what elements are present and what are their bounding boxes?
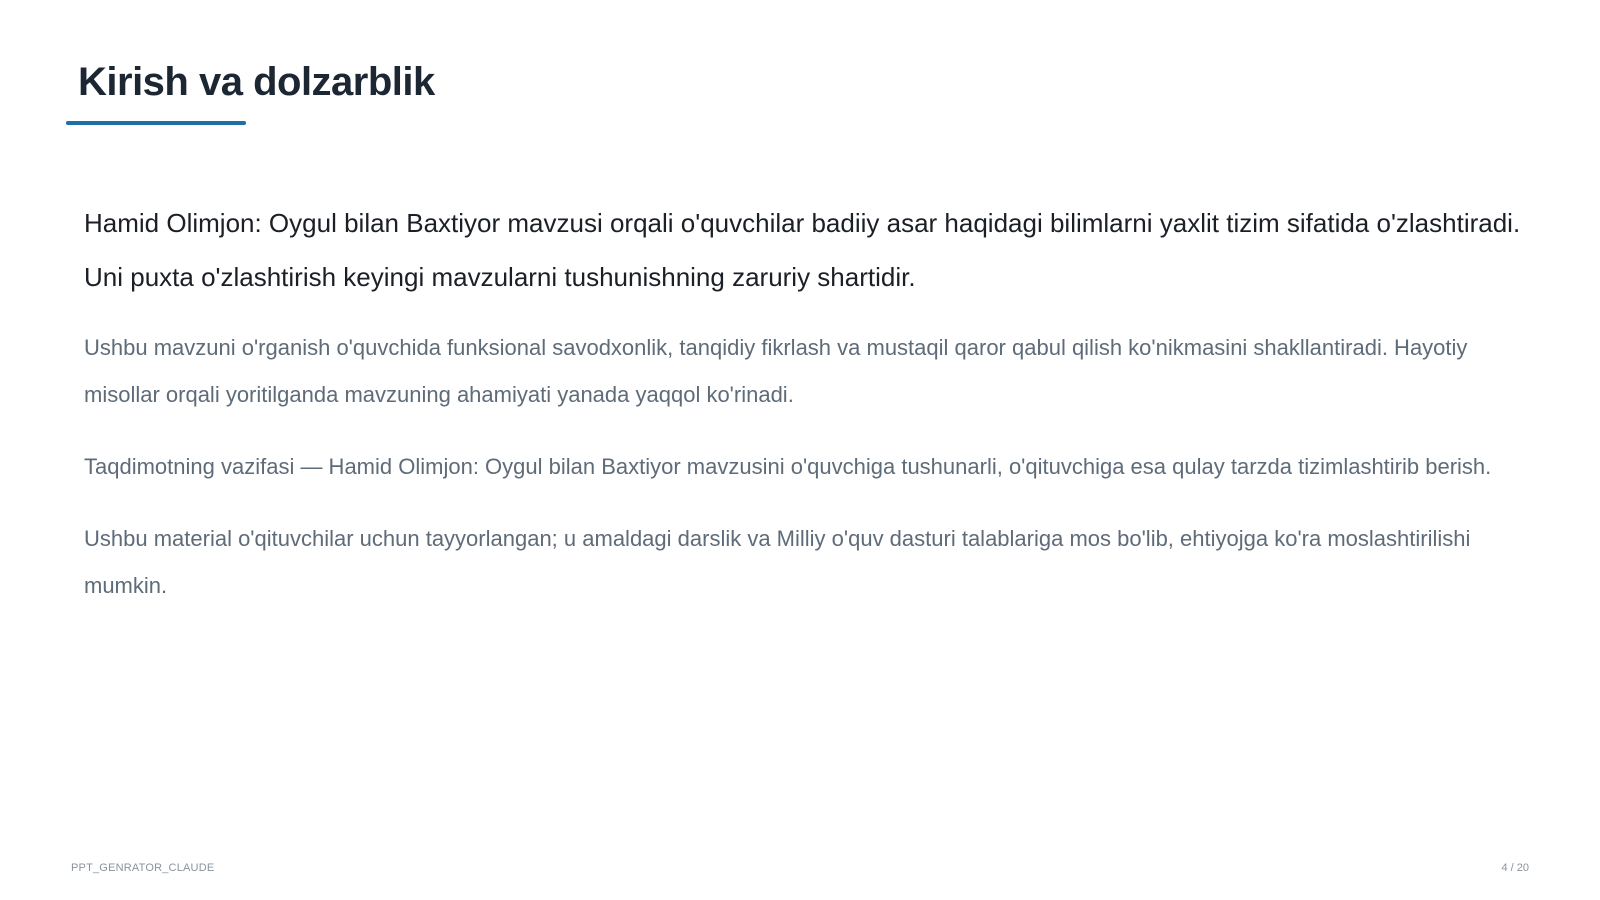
footer-page-number: 4 / 20	[1501, 862, 1529, 874]
slide-title: Kirish va dolzarblik	[78, 60, 435, 104]
body-paragraph: Ushbu mavzuni o'rganish o'quvchida funksional savodxonlik, tanqidiy fikrlash va mustaqil qaror qabul qilish ko'nikmasini shakllantiradi. Hayotiy misollar orqali yoritilganda mavzuning ahamiyati yanada yaqqol ko'rinadi.	[84, 335, 1468, 407]
lead-paragraph: Hamid Olimjon: Oygul bilan Baxtiyor mavzusi orqali o'quvchilar badiiy asar haqidagi bilimlarni yaxlit tizim sifatida o'zlashtiradi. Uni puxta o'zlashtirish keyingi mavzularni tushunishning zaruriy shartidir.	[84, 208, 1521, 292]
slide-content	[84, 196, 1524, 634]
title-underline	[66, 121, 246, 125]
body-paragraph: Taqdimotning vazifasi — Hamid Olimjon: Oygul bilan Baxtiyor mavzusini o'quvchiga tushunarli, o'qituvchiga esa qulay tarzda tizimlashtirib berish.	[84, 454, 1492, 479]
footer-source-label: PPT_GENRATOR_CLAUDE	[71, 862, 215, 874]
body-paragraph: Ushbu material o'qituvchilar uchun tayyorlangan; u amaldagi darslik va Milliy o'quv dasturi talablariga mos bo'lib, ehtiyojga ko'ra moslashtirilishi mumkin.	[84, 526, 1471, 598]
